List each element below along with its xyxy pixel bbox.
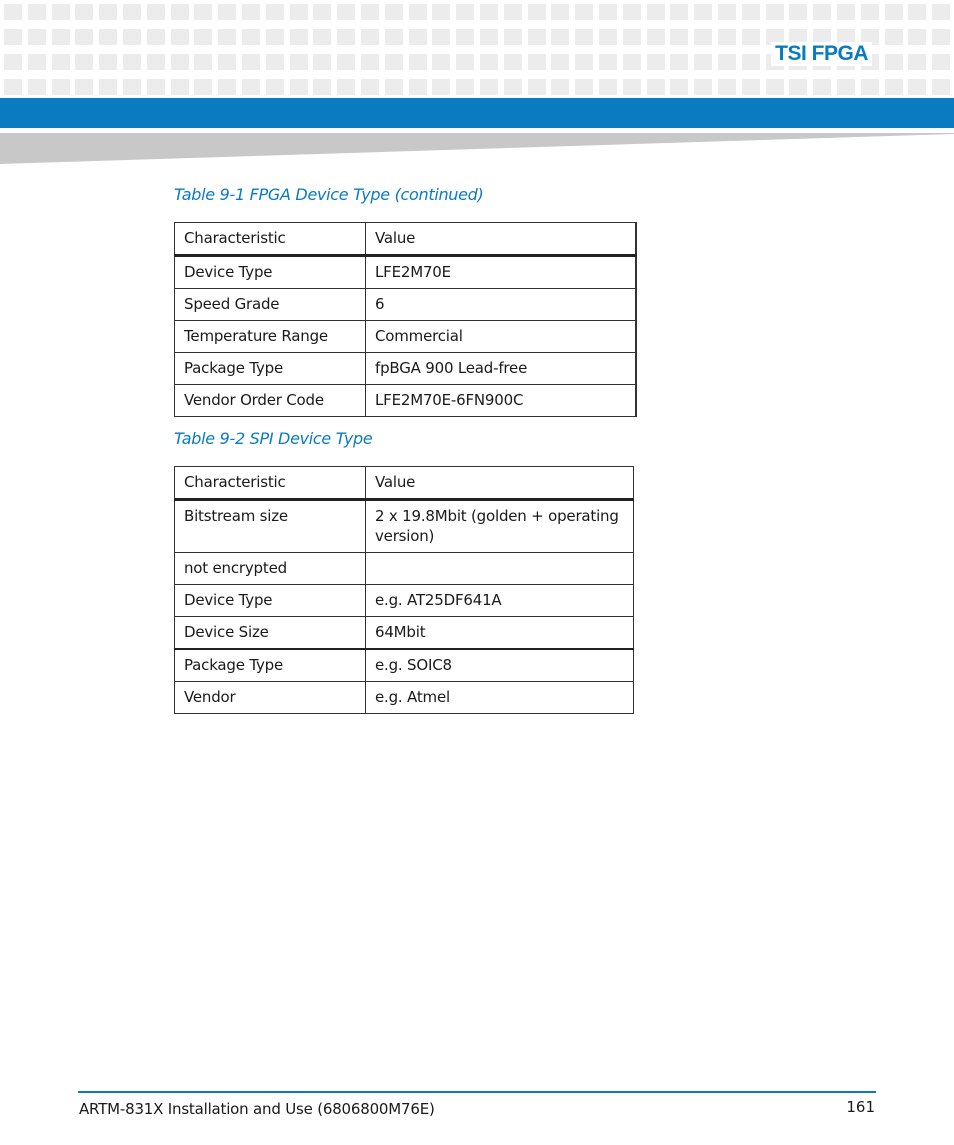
grid-square — [718, 54, 736, 70]
grid-square — [623, 79, 641, 95]
grid-square — [528, 79, 546, 95]
section-title: TSI FPGA — [771, 42, 872, 66]
grid-square — [409, 79, 427, 95]
page-number: 161 — [846, 1098, 875, 1116]
grid-square — [385, 54, 403, 70]
grid-square — [837, 79, 855, 95]
grid-square — [28, 79, 46, 95]
grid-square — [290, 79, 308, 95]
grid-square — [861, 79, 879, 95]
table-row — [175, 500, 634, 553]
grid-square — [456, 4, 474, 20]
grid-square — [885, 4, 903, 20]
grid-square — [813, 79, 831, 95]
grid-square — [194, 54, 212, 70]
table-row — [175, 256, 637, 289]
grid-square — [504, 54, 522, 70]
grid-square — [575, 54, 593, 70]
grid-square — [766, 79, 784, 95]
table-cell: fpBGA 900 Lead-free — [366, 353, 637, 385]
grid-square — [218, 54, 236, 70]
grid-square — [766, 4, 784, 20]
grid-square — [171, 4, 189, 20]
footer-document-title: ARTM-831X Installation and Use (6806800M76E) — [79, 1100, 435, 1118]
column-header: Characteristic — [175, 223, 366, 256]
grid-square — [218, 79, 236, 95]
grid-square — [599, 79, 617, 95]
grid-square — [599, 54, 617, 70]
grid-square — [75, 29, 93, 45]
table-row — [175, 553, 634, 585]
grid-square — [75, 54, 93, 70]
grid-square — [718, 29, 736, 45]
table-row — [175, 353, 637, 385]
grid-square — [194, 29, 212, 45]
grid-square — [670, 79, 688, 95]
grid-square — [551, 4, 569, 20]
grid-square — [52, 79, 70, 95]
table-cell: Device Size — [175, 617, 366, 650]
grid-square — [528, 4, 546, 20]
table-cell: Vendor — [175, 682, 366, 714]
grid-square — [694, 54, 712, 70]
grid-square — [337, 4, 355, 20]
grid-square — [385, 4, 403, 20]
grid-square — [432, 79, 450, 95]
grid-square — [361, 79, 379, 95]
grid-square — [171, 54, 189, 70]
grid-square — [837, 4, 855, 20]
grid-square — [147, 79, 165, 95]
grid-square — [742, 79, 760, 95]
grid-square — [337, 79, 355, 95]
grid-square — [456, 79, 474, 95]
table-row — [175, 617, 634, 650]
header-blue-bar — [0, 98, 954, 128]
table-cell: 6 — [366, 289, 637, 321]
grid-square — [575, 4, 593, 20]
grid-square — [932, 29, 950, 45]
table-row — [175, 289, 637, 321]
table-cell: e.g. SOIC8 — [366, 649, 634, 682]
grid-square — [266, 79, 284, 95]
table-cell: Speed Grade — [175, 289, 366, 321]
grid-square — [908, 4, 926, 20]
header-grey-wedge — [0, 128, 954, 164]
grid-square — [385, 79, 403, 95]
grid-square — [670, 4, 688, 20]
grid-square — [409, 29, 427, 45]
grid-square — [718, 79, 736, 95]
grid-square — [694, 29, 712, 45]
grid-square — [480, 79, 498, 95]
table-1-caption: Table 9-1 FPGA Device Type (continued) — [174, 185, 484, 204]
grid-square — [290, 29, 308, 45]
table-cell: Device Type — [175, 256, 366, 289]
table-cell: 64Mbit — [366, 617, 634, 650]
grid-square — [504, 29, 522, 45]
grid-square — [623, 54, 641, 70]
grid-square — [718, 4, 736, 20]
grid-square — [171, 79, 189, 95]
grid-square — [670, 54, 688, 70]
grid-square — [599, 4, 617, 20]
grid-square — [75, 79, 93, 95]
grid-square — [28, 4, 46, 20]
grid-square — [742, 29, 760, 45]
column-header: Characteristic — [175, 467, 366, 500]
grid-square — [313, 4, 331, 20]
table-cell: e.g. AT25DF641A — [366, 585, 634, 617]
grid-square — [99, 54, 117, 70]
table-cell: Vendor Order Code — [175, 385, 366, 417]
grid-square — [504, 4, 522, 20]
grid-square — [528, 29, 546, 45]
table-header-row — [175, 467, 634, 500]
grid-square — [123, 79, 141, 95]
grid-square — [575, 79, 593, 95]
fpga-device-type-table — [174, 222, 637, 417]
table-cell: 2 x 19.8Mbit (golden + operating version) — [366, 500, 634, 553]
grid-square — [123, 29, 141, 45]
grid-square — [52, 54, 70, 70]
grid-square — [885, 79, 903, 95]
grid-square — [52, 4, 70, 20]
grid-square — [123, 4, 141, 20]
grid-square — [432, 29, 450, 45]
grid-square — [575, 29, 593, 45]
table-cell: LFE2M70E-6FN900C — [366, 385, 637, 417]
grid-square — [52, 29, 70, 45]
grid-square — [789, 79, 807, 95]
grid-square — [313, 54, 331, 70]
table-cell: not encrypted — [175, 553, 366, 585]
table-cell: LFE2M70E — [366, 256, 637, 289]
grid-square — [480, 54, 498, 70]
grid-square — [932, 79, 950, 95]
grid-square — [266, 29, 284, 45]
grid-square — [147, 4, 165, 20]
grid-square — [242, 29, 260, 45]
table-cell — [366, 553, 634, 585]
table-row — [175, 682, 634, 714]
table-row — [175, 385, 637, 417]
grid-square — [551, 54, 569, 70]
grid-square — [409, 4, 427, 20]
grid-square — [4, 29, 22, 45]
grid-square — [290, 4, 308, 20]
grid-square — [647, 54, 665, 70]
grid-square — [694, 4, 712, 20]
grid-square — [789, 4, 807, 20]
grid-square — [313, 79, 331, 95]
grid-square — [337, 29, 355, 45]
table-row — [175, 585, 634, 617]
grid-square — [28, 29, 46, 45]
grid-square — [75, 4, 93, 20]
grid-square — [742, 4, 760, 20]
grid-square — [885, 54, 903, 70]
grid-square — [480, 29, 498, 45]
grid-square — [361, 4, 379, 20]
grid-square — [361, 29, 379, 45]
table-header-row — [175, 223, 637, 256]
grid-square — [623, 4, 641, 20]
grid-square — [266, 4, 284, 20]
grid-square — [932, 54, 950, 70]
grid-square — [290, 54, 308, 70]
grid-square — [599, 29, 617, 45]
grid-square — [551, 29, 569, 45]
grid-square — [813, 4, 831, 20]
grid-square — [194, 4, 212, 20]
grid-square — [266, 54, 284, 70]
footer-rule — [78, 1091, 876, 1093]
table-cell: Device Type — [175, 585, 366, 617]
grid-square — [742, 54, 760, 70]
column-header: Value — [366, 223, 637, 256]
table-cell: e.g. Atmel — [366, 682, 634, 714]
grid-square — [242, 4, 260, 20]
grid-square — [480, 4, 498, 20]
grid-square — [885, 29, 903, 45]
grid-square — [147, 54, 165, 70]
spi-device-type-table — [174, 466, 634, 714]
table-cell: Commercial — [366, 321, 637, 353]
grid-square — [242, 79, 260, 95]
table-cell: Bitstream size — [175, 500, 366, 553]
grid-square — [623, 29, 641, 45]
table-cell: Temperature Range — [175, 321, 366, 353]
grid-square — [385, 29, 403, 45]
column-header: Value — [366, 467, 634, 500]
grid-square — [99, 29, 117, 45]
grid-square — [4, 79, 22, 95]
grid-square — [908, 29, 926, 45]
grid-square — [242, 54, 260, 70]
grid-square — [647, 79, 665, 95]
grid-square — [432, 4, 450, 20]
grid-square — [337, 54, 355, 70]
grid-square — [218, 4, 236, 20]
table-row — [175, 321, 637, 353]
grid-square — [456, 54, 474, 70]
grid-square — [171, 29, 189, 45]
table-2-caption: Table 9-2 SPI Device Type — [174, 429, 373, 448]
grid-square — [670, 29, 688, 45]
grid-square — [147, 29, 165, 45]
grid-square — [4, 54, 22, 70]
grid-square — [647, 29, 665, 45]
grid-square — [647, 4, 665, 20]
grid-square — [409, 54, 427, 70]
table-row — [175, 649, 634, 682]
grid-square — [361, 54, 379, 70]
grid-square — [694, 79, 712, 95]
grid-square — [551, 79, 569, 95]
grid-square — [99, 4, 117, 20]
grid-square — [432, 54, 450, 70]
grid-square — [4, 4, 22, 20]
grid-square — [194, 79, 212, 95]
grid-square — [99, 79, 117, 95]
grid-square — [528, 54, 546, 70]
grid-square — [504, 79, 522, 95]
table-cell: Package Type — [175, 649, 366, 682]
grid-square — [218, 29, 236, 45]
grid-square — [28, 54, 46, 70]
grid-square — [932, 4, 950, 20]
grid-square — [313, 29, 331, 45]
grid-square — [456, 29, 474, 45]
grid-square — [908, 79, 926, 95]
grid-square — [861, 4, 879, 20]
table-cell: Package Type — [175, 353, 366, 385]
grid-square — [908, 54, 926, 70]
grid-square — [123, 54, 141, 70]
